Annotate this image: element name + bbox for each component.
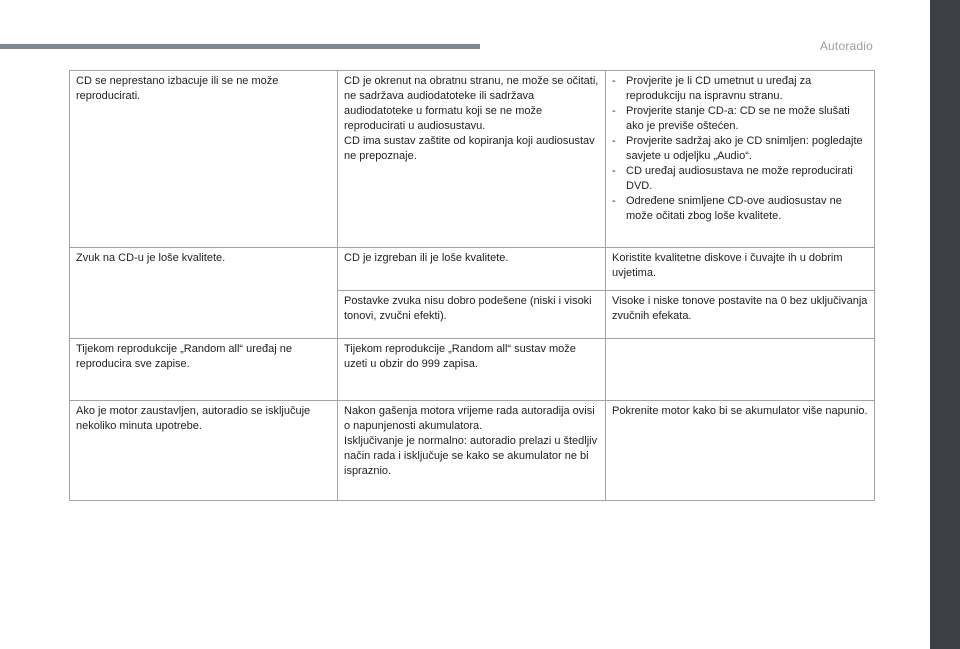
cause-cell bbox=[338, 291, 606, 339]
page-marker-square bbox=[945, 580, 952, 587]
cause-cell bbox=[338, 339, 606, 401]
cause-text: Isključivanje je normalno: autoradio prelazi u štedljiv način rada i isključuje se kako se akumulator ne bi ispraznio. bbox=[344, 435, 598, 477]
solution-item: - CD uređaj audiosustava ne može reproducirati DVD. bbox=[612, 164, 868, 194]
problem-cell: Zvuk na CD-u je loše kvalitete. bbox=[70, 248, 338, 339]
solution-item: - Provjerite sadržaj ako je CD snimljen: pogledajte savjete u odjeljku „Audio“. bbox=[612, 134, 868, 164]
solution-item: - Određene snimljene CD-ove audiosustav ne može očitati zbog loše kvalitete. bbox=[612, 194, 868, 224]
solution-cell bbox=[606, 71, 875, 248]
cause-cell bbox=[338, 71, 606, 248]
page-number: 9 bbox=[945, 603, 952, 615]
problem-cell: CD se neprestano izbacuje ili se ne može reproducirati. bbox=[70, 71, 338, 248]
cause-text: CD ima sustav zaštite od kopiranja koji audiosustav ne prepoznaje. bbox=[344, 135, 595, 162]
solution-cell: Pokrenite motor kako bi se akumulator više napunio. bbox=[606, 401, 875, 501]
solution-item: - Provjerite stanje CD-a: CD se ne može slušati ako je previše oštećen. bbox=[612, 104, 868, 134]
cause-cell bbox=[338, 401, 606, 501]
solution-item: - Provjerite je li CD umetnut u uređaj za reprodukciju na ispravnu stranu. bbox=[612, 74, 868, 104]
side-tab bbox=[930, 0, 960, 649]
problem-cell: Ako je motor zaustavljen, autoradio se isključuje nekoliko minuta upotrebe. bbox=[70, 401, 338, 501]
cause-text: Nakon gašenja motora vrijeme rada autoradija ovisi o napunjenosti akumulatora. bbox=[344, 405, 595, 432]
table-row bbox=[70, 248, 875, 291]
solution-cell bbox=[606, 339, 875, 401]
solution-cell: Koristite kvalitetne diskove i čuvajte ih u dobrim uvjetima. bbox=[606, 248, 875, 291]
cause-text: CD je okrenut na obratnu stranu, ne može se očitati, ne sadržava audiodatoteke ili sadržava audiodatoteke u formatu koji se ne može reproducirati u audiosustavu. bbox=[344, 75, 599, 132]
table-row bbox=[70, 339, 875, 401]
cause-text: Postavke zvuka nisu dobro podešene (niski i visoki tonovi, zvučni efekti). bbox=[344, 295, 592, 322]
troubleshooting-table bbox=[69, 70, 875, 501]
section-title: Autoradio bbox=[819, 39, 873, 53]
cause-text: CD je izgreban ili je loše kvalitete. bbox=[344, 252, 509, 264]
solution-list bbox=[612, 74, 868, 224]
header-accent-bar bbox=[0, 44, 480, 49]
cause-cell bbox=[338, 248, 606, 291]
problem-cell: Tijekom reprodukcije „Random all“ uređaj ne reproducira sve zapise. bbox=[70, 339, 338, 401]
table-row bbox=[70, 71, 875, 248]
solution-cell: Visoke i niske tonove postavite na 0 bez uključivanja zvučnih efekata. bbox=[606, 291, 875, 339]
table-row bbox=[70, 401, 875, 501]
cause-text: Tijekom reprodukcije „Random all“ sustav može uzeti u obzir do 999 zapisa. bbox=[344, 343, 576, 370]
